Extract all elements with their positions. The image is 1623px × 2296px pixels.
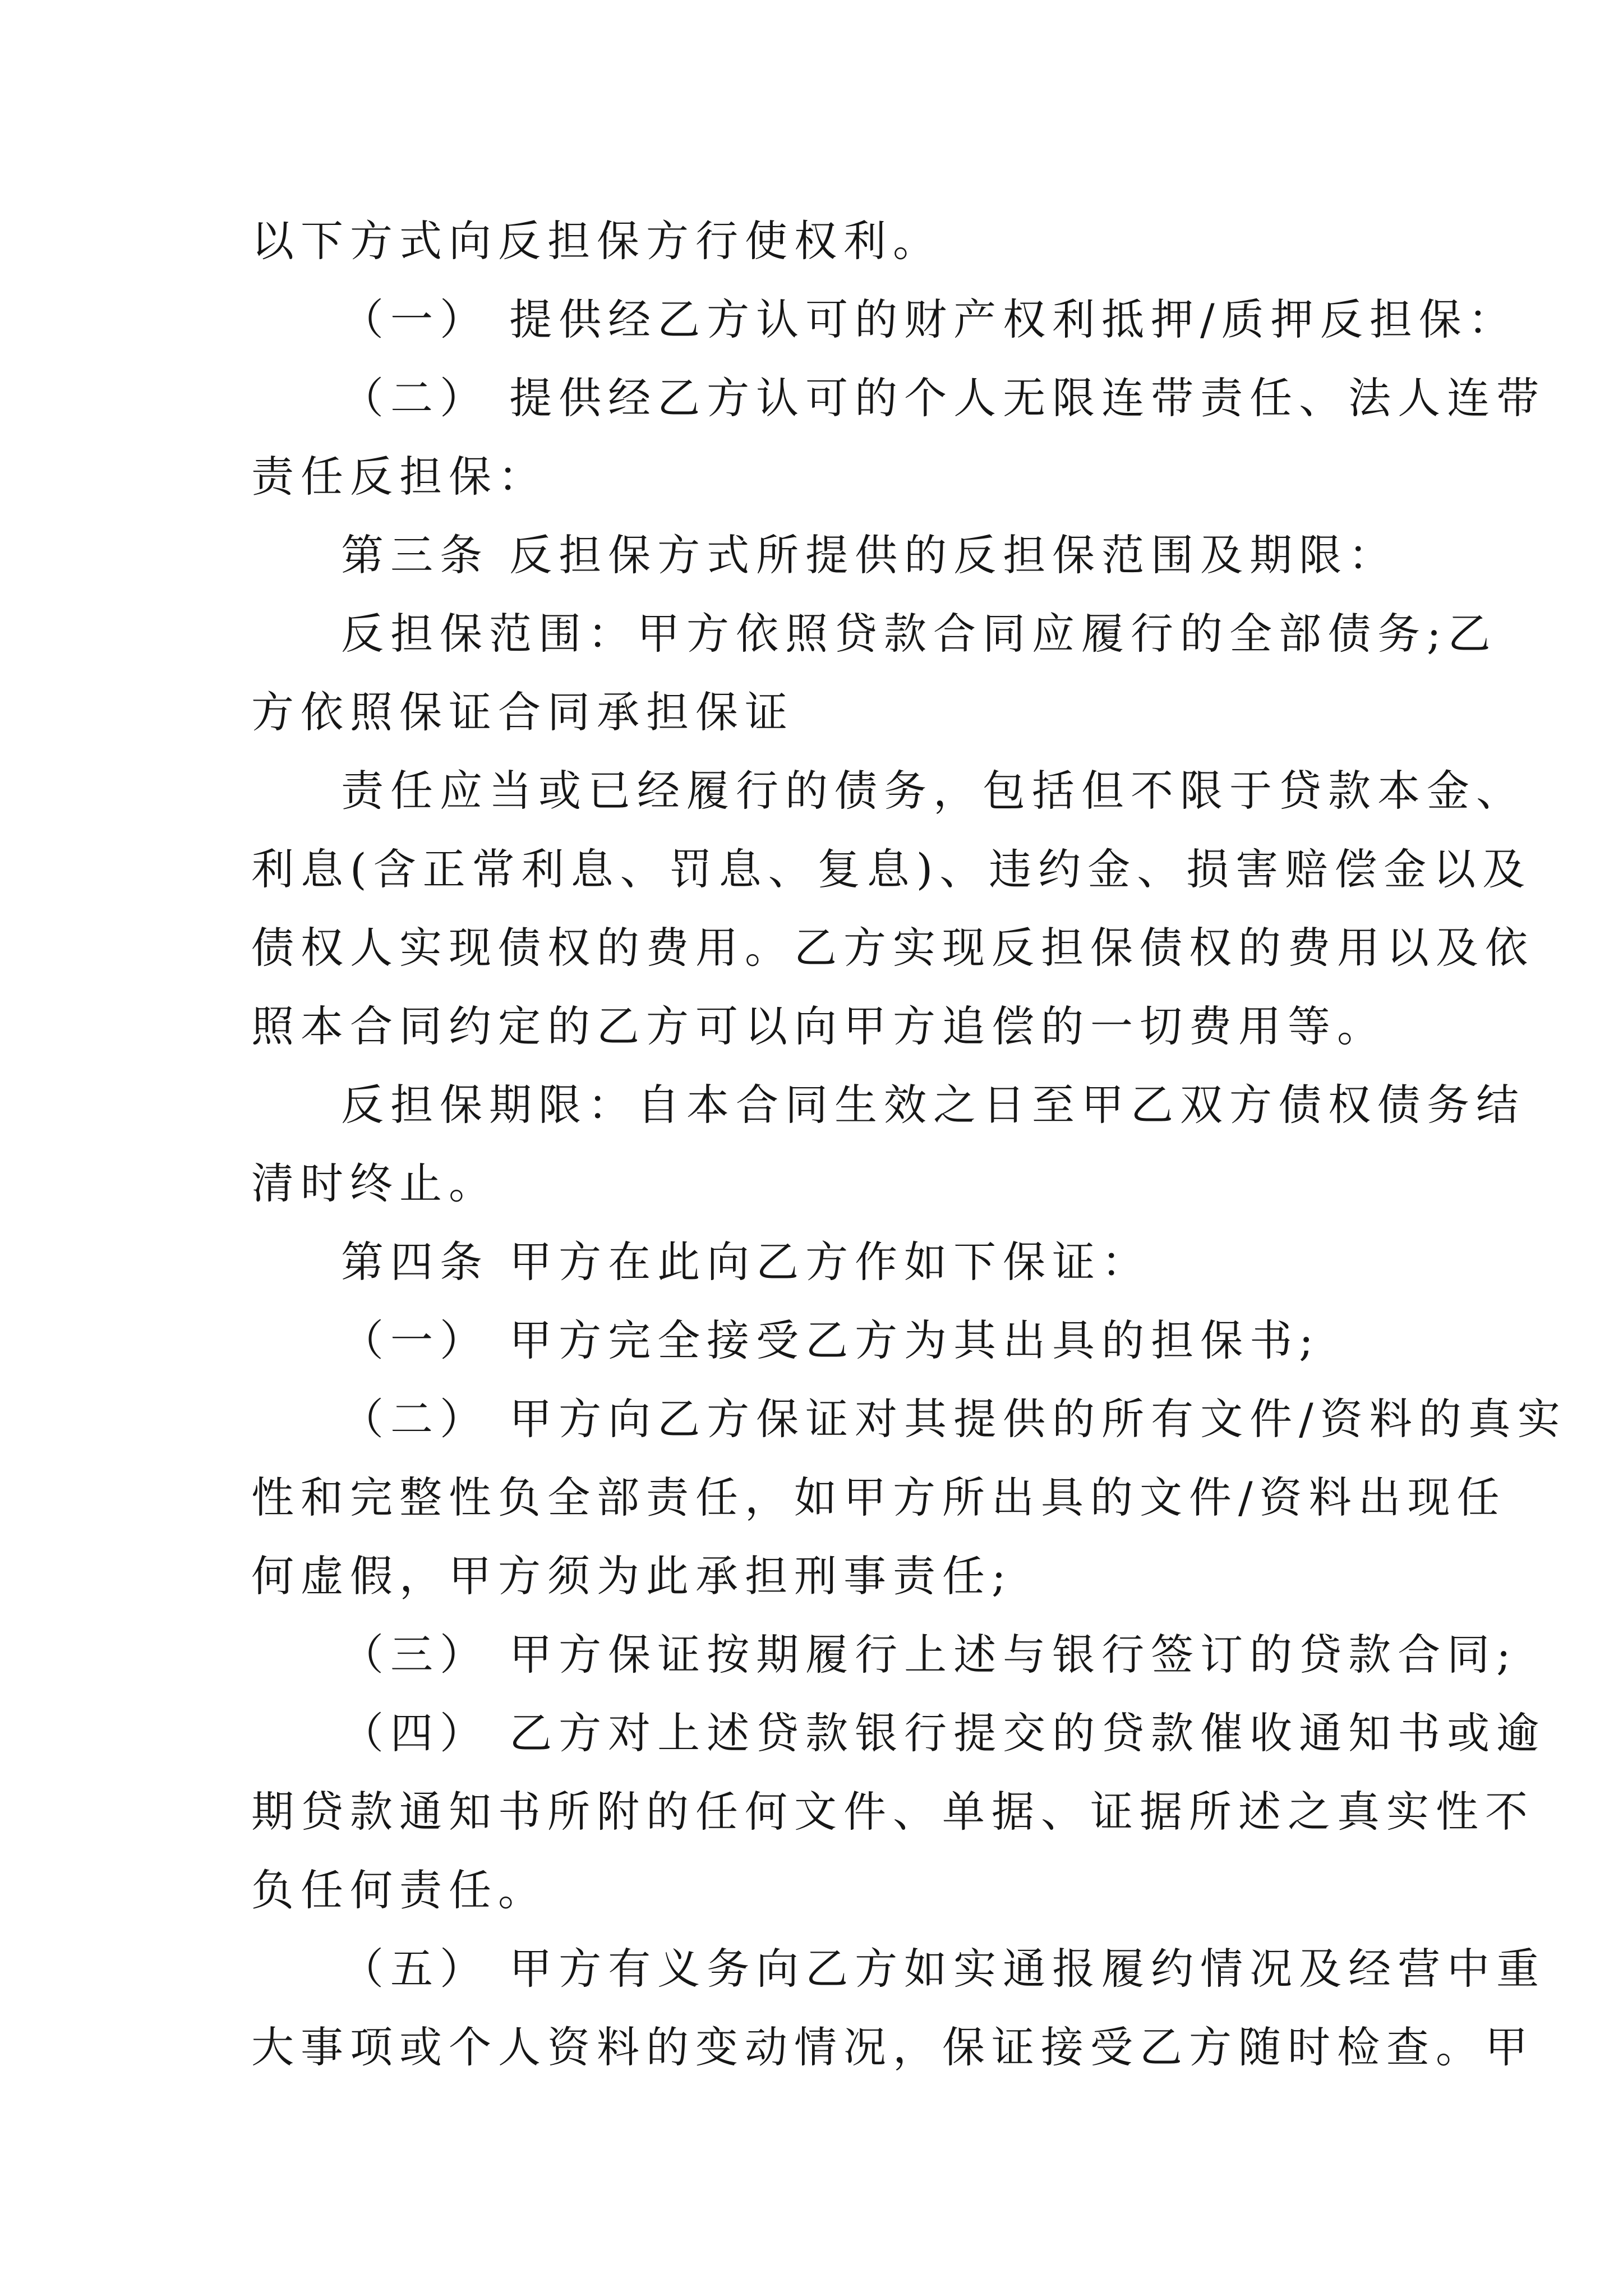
text-line: 债权人实现债权的费用。乙方实现反担保债权的费用以及依 [251, 923, 1534, 973]
text-line: 方依照保证合同承担保证 [251, 687, 794, 737]
text-line: 大事项或个人资料的变动情况，保证接受乙方随时检查。甲 [251, 2022, 1534, 2072]
text-line: （五） 甲方有义务向乙方如实通报履约情况及经营中重 [341, 1944, 1546, 1994]
text-line: 性和完整性负全部责任，如甲方所出具的文件/资料出现任 [251, 1473, 1506, 1522]
text-line: （二） 提供经乙方认可的个人无限连带责任、法人连带 [341, 373, 1546, 423]
text-line: 期贷款通知书所附的任何文件、单据、证据所述之真实性不 [251, 1787, 1534, 1837]
text-line: 负任何责任。 [251, 1865, 547, 1915]
text-line: 照本合同约定的乙方可以向甲方追偿的一切费用等。 [251, 1001, 1386, 1051]
text-line: （一） 提供经乙方认可的财产权利抵押/质押反担保： [341, 295, 1518, 344]
text-line: （二） 甲方向乙方保证对其提供的所有文件/资料的真实 [341, 1394, 1567, 1444]
text-line: （四） 乙方对上述贷款银行提交的贷款催收通知书或逾 [341, 1708, 1546, 1758]
text-line: 责任应当或已经履行的债务，包括但不限于贷款本金、 [341, 766, 1525, 816]
text-line: 反担保期限：自本合同生效之日至甲乙双方债权债务结 [341, 1080, 1525, 1130]
text-line: （一） 甲方完全接受乙方为其出具的担保书; [341, 1315, 1320, 1365]
text-line: 反担保范围：甲方依照贷款合同应履行的全部债务;乙 [341, 609, 1497, 659]
text-line: （三） 甲方保证按期履行上述与银行签订的贷款合同; [341, 1630, 1518, 1680]
text-line: 清时终止。 [251, 1158, 498, 1208]
text-line: 第三条 反担保方式所提供的反担保范围及期限： [341, 530, 1398, 580]
text-line: 何虚假，甲方须为此承担刑事责任; [251, 1551, 1013, 1601]
text-line: 责任反担保： [251, 452, 547, 501]
text-line: 以下方式向反担保方行使权利。 [251, 216, 942, 266]
text-line: 第四条 甲方在此向乙方作如下保证： [341, 1237, 1151, 1287]
text-line: 利息(含正常利息、罚息、复息)、违约金、损害赔偿金以及 [251, 844, 1532, 894]
